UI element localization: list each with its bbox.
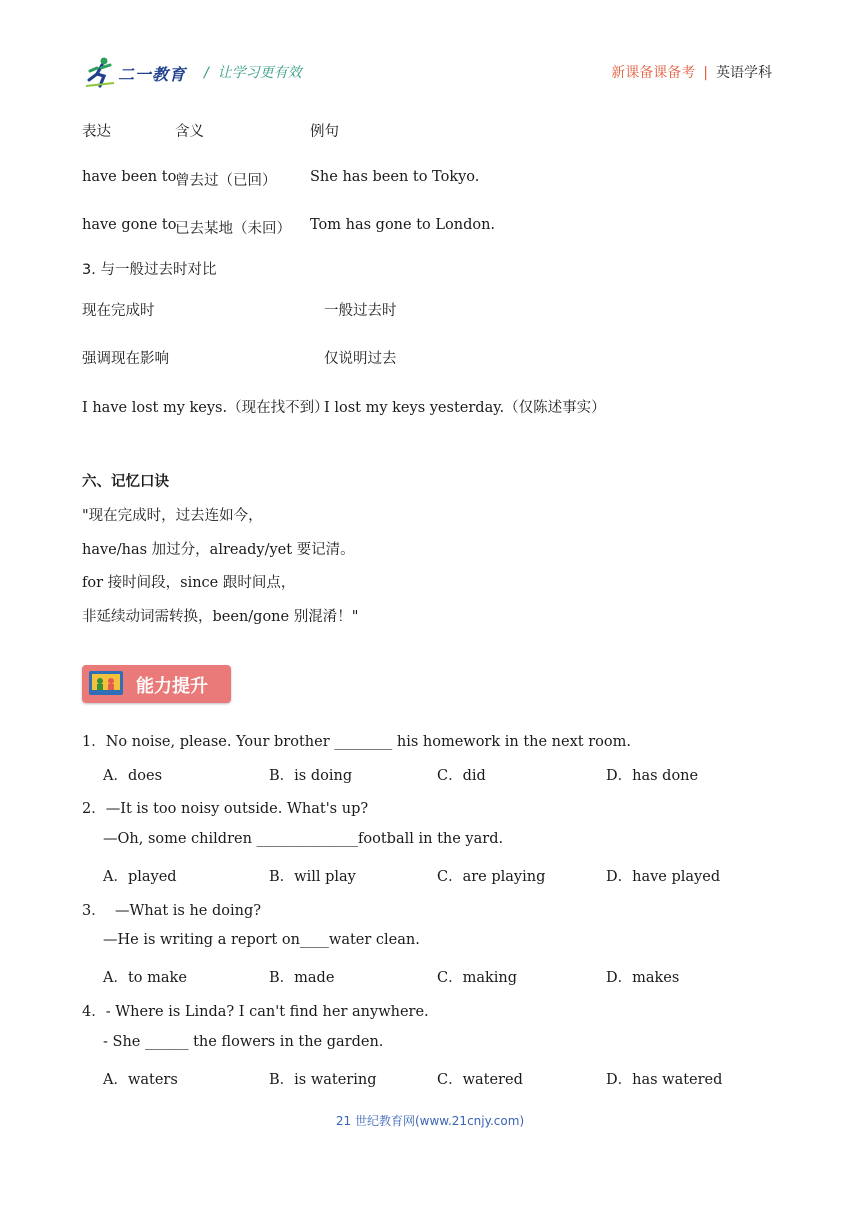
option: B．is doing <box>269 768 353 784</box>
question-4 <box>82 1000 429 1021</box>
slogan: / 让学习更有效 <box>204 65 302 81</box>
question-text: - She ______ the flowers in the garden. <box>103 1034 384 1050</box>
logo-text: 二一教育 <box>118 65 187 84</box>
compare-cell: 仅说明过去 <box>324 351 397 367</box>
question-text: —Oh, some children ______________football in the yard. <box>103 831 504 847</box>
table-header-example: 例句 <box>310 124 339 140</box>
option: C．are playing <box>437 869 546 885</box>
question-2 <box>82 797 368 818</box>
header-right <box>611 62 772 82</box>
option: A．to make <box>103 970 187 986</box>
footer-link[interactable]: 21 世纪教育网(www.21cnjy.com) <box>335 1114 525 1128</box>
compare-cell: 现在完成时 <box>82 303 155 319</box>
banner-label: 能力提升 <box>136 676 208 697</box>
question-text: - Where is Linda? I can't find her anywhere. <box>105 1004 429 1020</box>
option: D．have played <box>606 869 721 885</box>
mnemonic-line: 非延续动词需转换，been/gone 别混淆！" <box>82 609 359 625</box>
table-cell: have been to <box>82 169 177 185</box>
mnemonic-line: have/has 加过分，already/yet 要记清。 <box>82 542 355 558</box>
logo <box>84 56 194 90</box>
running-man-icon <box>84 56 118 90</box>
option: B．is watering <box>269 1072 377 1088</box>
question-1 <box>82 730 631 751</box>
option: D．makes <box>606 970 680 986</box>
header-separator: | <box>703 65 708 81</box>
compare-cell: 一般过去时 <box>324 303 397 319</box>
option: C．watered <box>437 1072 523 1088</box>
question-text: No noise, please. Your brother ________ his homework in the next room. <box>105 734 631 750</box>
question-text: —What is he doing? <box>105 903 262 919</box>
question-text: —He is writing a report on____water clean. <box>103 932 420 948</box>
option: C．did <box>437 768 486 784</box>
option: B．will play <box>269 869 356 885</box>
option: A．does <box>103 768 163 784</box>
option: A．waters <box>103 1072 178 1088</box>
table-cell: Tom has gone to London. <box>310 217 496 233</box>
section-title: 3. 与一般过去时对比 <box>82 262 217 278</box>
compare-cell: I lost my keys yesterday.（仅陈述事实） <box>324 400 606 416</box>
question-number: 2． <box>82 801 106 817</box>
section-title: 六、记忆口诀 <box>82 474 169 490</box>
table-header-expression: 表达 <box>82 124 111 140</box>
option: C．making <box>437 970 518 986</box>
mnemonic-line: for 接时间段，since 跟时间点， <box>82 575 296 591</box>
question-number: 3． <box>82 903 106 919</box>
table-cell: 已去某地（未回） <box>175 221 291 237</box>
option: B．made <box>269 970 335 986</box>
mnemonic-line: "现在完成时，过去连如今， <box>82 508 263 524</box>
ability-banner <box>82 665 231 703</box>
subject-label: 英语学科 <box>716 65 772 81</box>
compare-cell: 强调现在影响 <box>82 351 169 367</box>
option: A．played <box>103 869 177 885</box>
table-cell: have gone to <box>82 217 177 233</box>
question-3 <box>82 899 261 920</box>
classroom-icon <box>89 671 123 695</box>
question-number: 1． <box>82 734 106 750</box>
question-text: —It is too noisy outside. What's up? <box>105 801 369 817</box>
table-cell: 曾去过（已回） <box>175 173 277 189</box>
option: D．has done <box>606 768 699 784</box>
question-number: 4． <box>82 1004 106 1020</box>
compare-cell: I have lost my keys.（现在找不到） <box>82 400 329 416</box>
table-header-meaning: 含义 <box>175 124 204 140</box>
table-cell: She has been to Tokyo. <box>310 169 480 185</box>
brand-text: 新课备课备考 <box>611 65 696 81</box>
option: D．has watered <box>606 1072 723 1088</box>
